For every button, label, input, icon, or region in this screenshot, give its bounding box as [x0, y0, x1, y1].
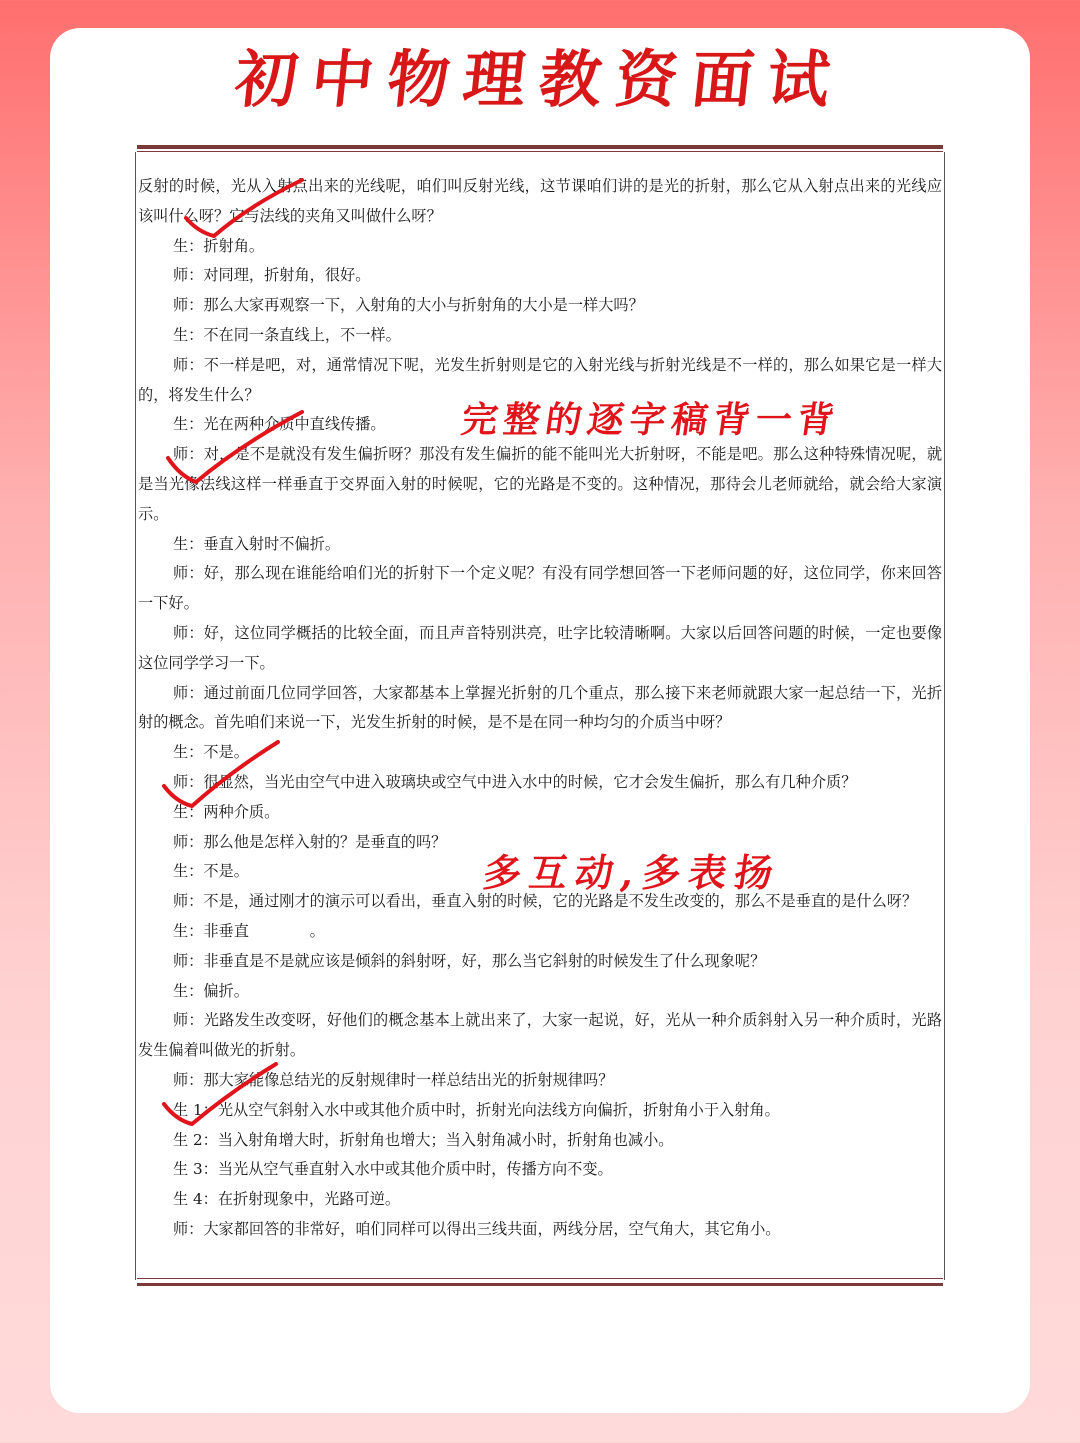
- paragraph: 师：对同理，折射角，很好。: [172, 266, 371, 285]
- paragraph: 师：对，是不是就没有发生偏折呀？那没有发生偏折的能不能叫光大折射呀，不能是吧。那么这种特殊情况呢，就是当光像法线这样一样垂直于交界面入射的时候呢，它的光路是不变的。这种情况，那待会儿老师就给，就会给大家演示。: [138, 445, 942, 523]
- paragraph: 师：不是，通过刚才的演示可以看出，垂直入射的时候，它的光路是不发生改变的，那么不是垂直的是什么呀？: [172, 892, 918, 911]
- paragraph: 反射的时候，光从入射点出来的光线呢，咱们叫反射光线，这节课咱们讲的是光的折射，那么它从入射点出来的光线应该叫什么呀？它与法线的夹角又叫做什么呀？: [138, 177, 942, 225]
- top-rule: [137, 145, 943, 149]
- transcript-text: [138, 172, 942, 1245]
- paragraph: 生：不在同一条直线上，不一样。: [172, 325, 401, 344]
- annotation-interact: 多互动,多表扬: [480, 850, 784, 895]
- paragraph: 师：非垂直是不是就应该是倾斜的斜射呀，好，那么当它斜射的时候发生了什么现象呢？: [172, 951, 766, 970]
- paragraph: 师：不一样是吧，对，通常情况下呢，光发生折射则是它的入射光线与折射光线是不一样的，那么如果它是一样大的，将发生什么？: [138, 355, 942, 404]
- paragraph: 生 2：当入射角增大时，折射角也增大；当入射角减小时，折射角也减小。: [172, 1130, 674, 1149]
- paragraph: 师：大家都回答的非常好，咱们同样可以得出三线共面，两线分居，空气角大，其它角小。: [172, 1219, 781, 1238]
- paragraph: 生：非垂直 。: [172, 921, 325, 940]
- paragraph: 生：偏折。: [172, 981, 249, 1000]
- paragraph: 生：光在两种介质中直线传播。: [172, 415, 386, 434]
- paragraph: 生 1：光从空气斜射入水中或其他介质中时，折射光向法线方向偏折，折射角小于入射角。: [172, 1100, 780, 1119]
- paragraph: 生：两种介质。: [172, 802, 280, 821]
- frame-left: [135, 152, 136, 1280]
- paragraph: 师：好，这位同学概括的比较全面，而且声音特别洪亮，吐字比较清晰啊。大家以后回答问题的时候，一定也要像这位同学学习一下。: [138, 623, 942, 672]
- paragraph: 生 4：在折射现象中，光路可逆。: [172, 1190, 401, 1209]
- paragraph: 生：不是。: [172, 743, 249, 762]
- page-title: 初中物理教资面试: [231, 43, 848, 116]
- paragraph: 师：那么大家再观察一下，入射角的大小与折射角的大小是一样大吗？: [172, 296, 644, 315]
- paragraph: 师：光路发生改变呀，好他们的概念基本上就出来了，大家一起说，好，光从一种介质斜射入另一种介质时，光路发生偏着叫做光的折射。: [138, 1011, 942, 1060]
- paragraph: 师：好，那么现在谁能给咱们光的折射下一个定义呢？有没有同学想回答一下老师问题的好，这位同学，你来回答一下好。: [138, 564, 942, 613]
- frame-right: [944, 152, 945, 1280]
- paragraph: 师：那么他是怎样入射的？是垂直的吗？: [172, 832, 447, 851]
- paragraph: 生：不是。: [172, 862, 249, 881]
- paragraph: 师：通过前面几位同学回答，大家都基本上掌握光折射的几个重点，那么接下来老师就跟大家一起总结一下，光折射的概念。首先咱们来说一下，光发生折射的时候，是不是在同一种均匀的介质当中呀？: [138, 683, 942, 732]
- paragraph: 生 3：当光从空气垂直射入水中或其他介质中时，传播方向不变。: [172, 1160, 613, 1179]
- paragraph: 师：那大家能像总结光的反射规律时一样总结出光的折射规律吗？: [172, 1070, 614, 1089]
- annotation-recite: 完整的逐字稿背一背: [458, 399, 843, 441]
- bottom-rule: [137, 1283, 943, 1286]
- top-rule-thin: [137, 151, 943, 152]
- paragraph: 生：折射角。: [172, 236, 265, 255]
- paragraph: 师：很显然，当光由空气中进入玻璃块或空气中进入水中的时候，它才会发生偏折，那么有几种介质？: [172, 772, 857, 791]
- bottom-rule-thin: [137, 1278, 943, 1279]
- paragraph: 生：垂直入射时不偏折。: [172, 534, 341, 553]
